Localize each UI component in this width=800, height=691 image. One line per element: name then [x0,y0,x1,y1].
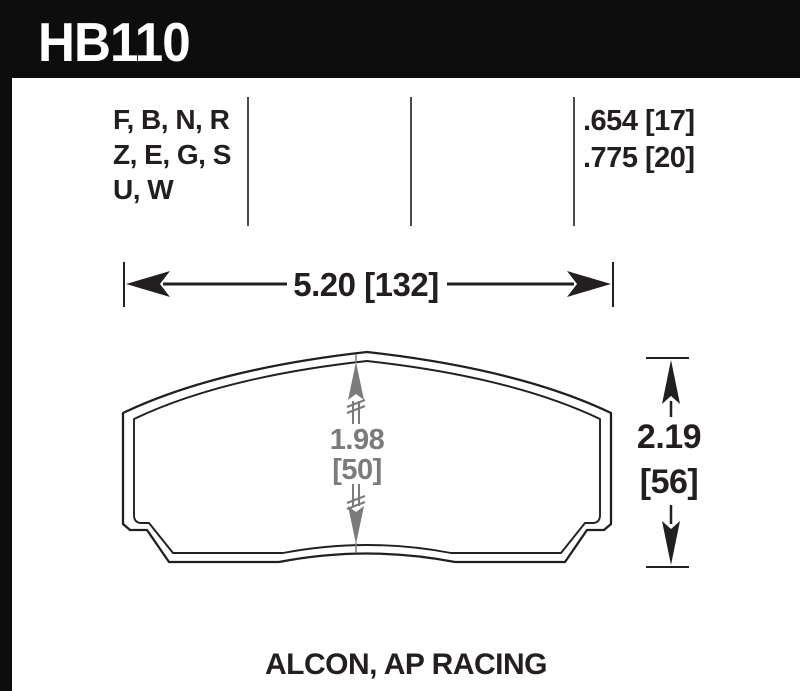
part-number: HB110 [38,11,190,73]
height-dimension-value: 2.19 [636,418,702,456]
compound-row: Z, E, G, S [113,139,231,170]
pad-thickness-row: .654 [17] [583,105,695,137]
height-dim-down-arrow-icon [662,521,680,565]
pad-thickness-row: .775 [20] [583,142,695,174]
compound-row: U, W [113,174,174,205]
center-dim-down-arrow-icon [348,506,364,544]
width-dimension-label: 5.20 [132] [293,266,439,303]
compound-row: F, B, N, R [113,104,230,135]
height-dim-up-arrow-icon [662,360,680,404]
applications-label: ALCON, AP RACING [264,648,547,681]
height-dimension-bracket: [56] [639,463,699,501]
center-dimension-value: 1.98 [329,424,385,456]
center-dim-up-arrow-icon [348,362,364,400]
center-dimension-bracket: [50] [332,454,382,486]
